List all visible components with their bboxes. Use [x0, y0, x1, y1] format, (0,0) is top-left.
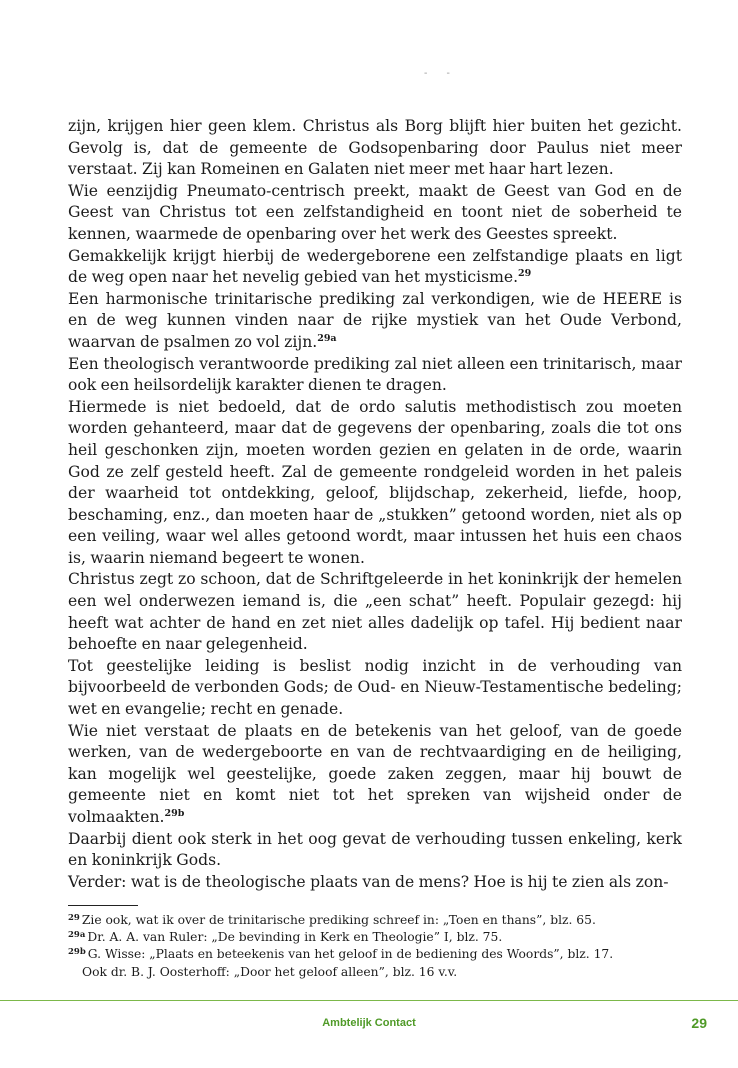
scan-mark: - -: [424, 68, 458, 79]
footnote-mark: 29: [68, 913, 80, 923]
paragraph: [68, 289, 682, 354]
footnotes: [68, 912, 682, 981]
paragraph: Verder: wat is de theologische plaats van de mens? Hoe is hij te zien als zon-: [68, 872, 669, 891]
page-number: 29: [691, 1015, 707, 1031]
paragraph: Tot geestelijke leiding is beslist nodig inzicht in de verhouding van bijvoorbeeld de verbonden Gods; de Oud- en Nieuw-Testamentische bedeling; wet en evangelie; recht en genade.: [68, 656, 682, 719]
footnote-reference[interactable]: 29a: [317, 332, 337, 344]
footnote-mark: 29a: [68, 930, 86, 941]
footnote-continuation: Ook dr. B. J. Oosterhoff: „Door het geloof alleen”, blz. 16 v.v.: [82, 964, 458, 979]
footnote-divider: [68, 905, 138, 906]
footer-divider: [0, 1000, 738, 1001]
footnote-text: G. Wisse: „Plaats en beteekenis van het geloof in de bediening des Woords”, blz. 17.: [87, 947, 614, 962]
footnote: [68, 946, 682, 980]
footnote-text: Dr. A. A. van Ruler: „De bevinding in Kerk en Theologie” I, blz. 75.: [87, 930, 503, 945]
paragraph: Hiermede is niet bedoeld, dat de ordo salutis methodistisch zou moeten worden gehanteerd, maar dat de gegevens der openbaring, zoals die tot ons heil geschonken zijn, moeten worden gezien en gelaten in de orde, waarin God ze zelf gesteld heeft. Zal de gemeente rondgeleid worden in het paleis der waarheid tot ontdekking, geloof, blijdschap, zekerheid, liefde, hoop, beschaming, enz., dan moeten haar de „stukken” getoond worden, niet als op een veiling, waar wel alles getoond wordt, maar intussen het huis een chaos is, waarin niemand begeert te wonen.: [68, 397, 682, 567]
footnote-reference[interactable]: 29: [518, 268, 532, 280]
paragraph: Daarbij dient ook sterk in het oog gevat de verhouding tussen enkeling, kerk en koninkrijk Gods.: [68, 829, 682, 870]
footnote-mark: 29b: [68, 947, 86, 958]
paragraph: Een theologisch verantwoorde prediking zal niet alleen een trinitarisch, maar ook een heilsordelijk karakter dienen te dragen.: [68, 354, 682, 395]
paragraph: Christus zegt zo schoon, dat de Schriftgeleerde in het koninkrijk der hemelen een wel onderwezen iemand is, die „een schat” heeft. Populair gezegd: hij heeft wat achter de hand en zet niet alles dadelijk op tafel. Hij bedient naar behoefte en naar gelegenheid.: [68, 570, 682, 654]
paragraph: [68, 246, 682, 289]
paragraph-text: Wie niet verstaat de plaats en de betekenis van het geloof, van de goede werken, van de wedergeboorte en van de rechtvaardiging en de heiliging, kan mogelijk wel geestelijke, goede zaken zeggen, maar hij bouwt de gemeente niet en komt niet tot het spreken van wijsheid onder de volmaakten.: [68, 721, 682, 826]
paragraph: Wie eenzijdig Pneumato-centrisch preekt, maakt de Geest van God en de Geest van Christus tot een zelfstandigheid en toont niet de soberheid te kennen, waarmede de openbaring over het werk des Geestes spreekt.: [68, 181, 682, 243]
footnote-reference[interactable]: 29b: [164, 808, 185, 819]
paragraph-text: Gemakkelijk krijgt hierbij de wedergeborene een zelfstandige plaats en ligt de weg open naar het nevelig gebied van het mysticisme.: [68, 246, 682, 287]
paragraph: [68, 721, 682, 829]
body-text: [68, 116, 682, 893]
paragraph-text: Een harmonische trinitarische prediking zal verkondigen, wie de HEERE is en de weg kunnen vinden naar de rijke mystiek van het Oude Verbond, waarvan de psalmen zo vol zijn.: [68, 289, 682, 351]
footnote: [68, 912, 682, 929]
paragraph: zijn, krijgen hier geen klem. Christus als Borg blijft hier buiten het gezicht. Gevolg is, dat de gemeente de Godsopenbaring door Paulus niet meer verstaat. Zij kan Romeinen en Galaten niet meer met haar hart lezen.: [68, 117, 682, 179]
footnote-text: Zie ook, wat ik over de trinitarische prediking schreef in: „Toen en thans”, blz. 65.: [81, 913, 596, 927]
footer-publication-title: Ambtelijk Contact: [322, 1017, 416, 1029]
footnote: [68, 929, 682, 946]
